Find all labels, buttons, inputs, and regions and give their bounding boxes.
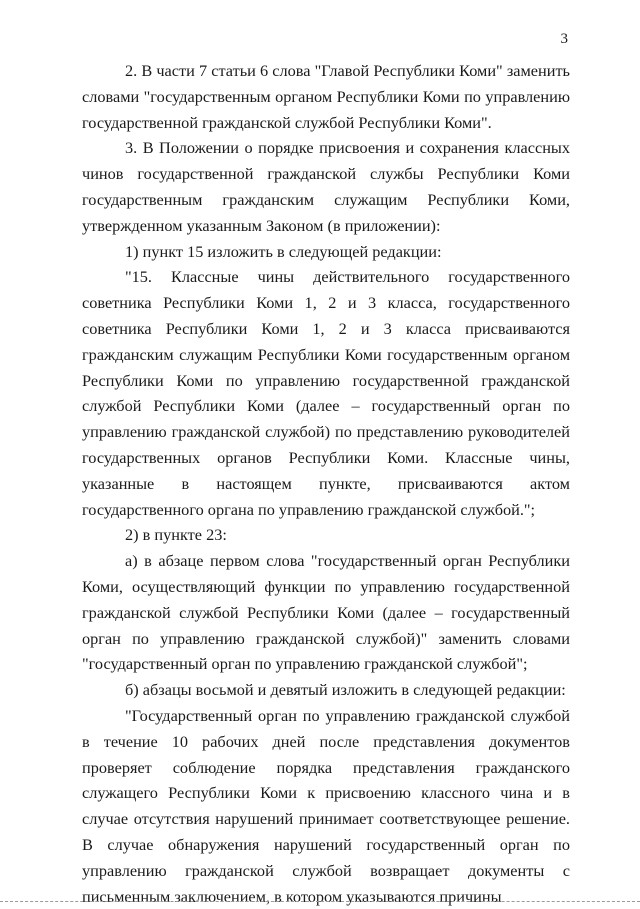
paragraph: 2. В части 7 статьи 6 слова "Главой Республики Коми" заменить словами "государственным органом Республики Коми по управлению государственной гражданской службой Республики Коми". bbox=[82, 61, 570, 132]
paragraph: 3. В Положении о порядке присвоения и сохранения классных чинов государственной гражданской службы Республики Коми государственным гражданским служащим Республики Коми, утвержденном указанным Законом (в приложении): bbox=[82, 138, 570, 235]
document-body bbox=[82, 58, 570, 909]
scan-edge-line bbox=[0, 901, 640, 902]
paragraph: 1) пункт 15 изложить в следующей редакции: bbox=[125, 241, 442, 261]
paragraph: б) абзацы восьмой и девятый изложить в следующей редакции: bbox=[125, 680, 566, 700]
paragraph: "Государственный орган по управлению гражданской службой в течение 10 рабочих дней после представления документов проверяет соблюдение порядка представления гражданского служащего Республики Коми к присвоению классного чина и в случае отсутствия нарушений принимает соответствующее решение. В случае обнаружения нарушений государственный орган по управлению гражданской службой возвращает документы с письменным заключением, в котором указываются причины bbox=[82, 705, 570, 906]
page-number: 3 bbox=[560, 31, 568, 47]
paragraph: "15. Классные чины действительного государственного советника Республики Коми 1, 2 и 3 класса, государственного советника Республики Коми 1, 2 и 3 класса присваиваются гражданским служащим Республики Коми государственным органом Республики Коми по управлению государственной гражданской службой Республики Коми (далее – государственный орган по управлению гражданской службой) по представлению руководителей государственных органов Республики Коми. Классные чины, указанные в настоящем пункте, присваиваются актом государственного органа по управлению гражданской службой."; bbox=[82, 267, 570, 519]
paragraph: 2) в пункте 23: bbox=[125, 525, 227, 545]
paragraph: а) в абзаце первом слова "государственный орган Республики Коми, осуществляющий функции по управлению государственной гражданской службой Республики Коми (далее – государственный орган по управлению гражданской службой)" заменить словами "государственный орган по управлению гражданской службой"; bbox=[82, 551, 570, 674]
